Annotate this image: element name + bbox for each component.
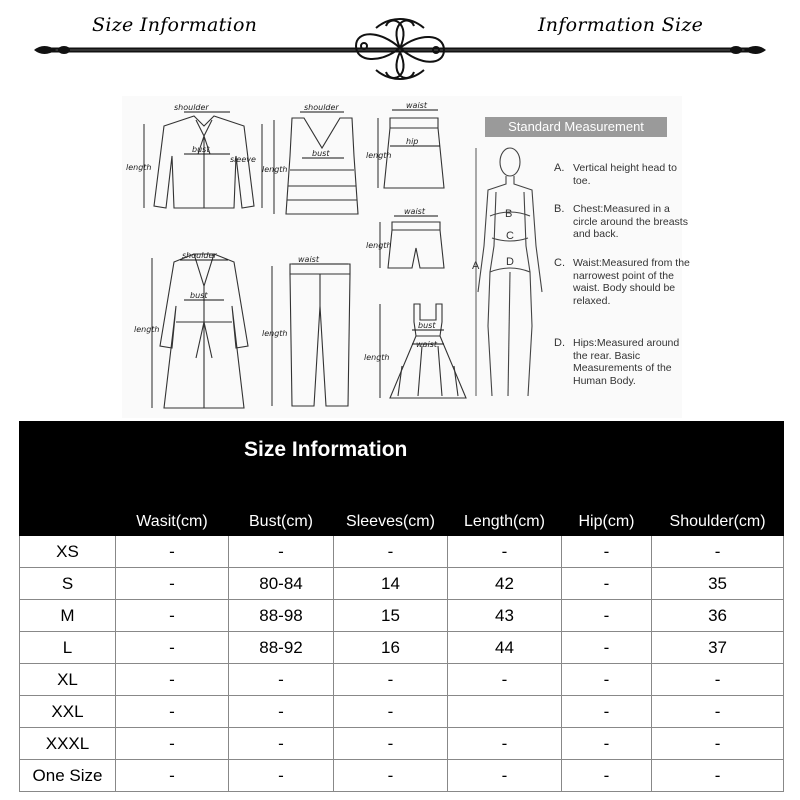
size-value-cell: 80-84 (229, 568, 334, 600)
label-waist-4: waist (416, 340, 437, 349)
size-value-cell: - (562, 600, 652, 632)
size-label: L (20, 632, 116, 664)
item-a-text: Vertical height head to toe. (573, 162, 677, 187)
size-value-cell: - (562, 632, 652, 664)
table-row (20, 536, 784, 568)
size-value-cell: - (562, 536, 652, 568)
size-value-cell (448, 696, 562, 728)
item-b-letter: B. (554, 203, 565, 215)
size-label: M (20, 600, 116, 632)
table-row (20, 760, 784, 792)
size-value-cell: 88-98 (229, 600, 334, 632)
size-value-cell: - (116, 696, 229, 728)
label-shoulder-3: shoulder (182, 251, 217, 260)
item-c-text: Waist:Measured from the narrowest point of the waist. Body should be relaxed. (573, 257, 690, 307)
figure-letter-b: B (505, 208, 513, 220)
size-value-cell: - (562, 664, 652, 696)
size-value-cell: 36 (652, 600, 784, 632)
column-header-corner (20, 475, 116, 536)
size-value-cell: - (334, 728, 448, 760)
item-c-letter: C. (554, 257, 565, 269)
measurement-illustration (122, 96, 690, 418)
size-value-cell: 42 (448, 568, 562, 600)
label-bust-4: bust (418, 321, 436, 330)
size-value-cell: - (562, 760, 652, 792)
size-value-cell: - (116, 600, 229, 632)
size-label: XXXL (20, 728, 116, 760)
table-row (20, 600, 784, 632)
size-value-cell: - (448, 664, 562, 696)
size-value-cell: - (229, 696, 334, 728)
size-value-cell: - (448, 728, 562, 760)
label-length-7: length (364, 353, 390, 362)
size-label: One Size (20, 760, 116, 792)
size-value-cell: - (229, 536, 334, 568)
label-length-3: length (366, 151, 392, 160)
size-value-cell: - (562, 696, 652, 728)
label-length-4: length (366, 241, 392, 250)
column-header-bust: Bust(cm) (229, 475, 334, 536)
label-length-2: length (262, 165, 288, 174)
size-value-cell: - (652, 728, 784, 760)
table-row (20, 632, 784, 664)
size-value-cell: - (652, 696, 784, 728)
size-value-cell: - (652, 664, 784, 696)
size-label: XXL (20, 696, 116, 728)
size-value-cell: - (116, 760, 229, 792)
label-length-5: length (134, 325, 160, 334)
table-row (20, 696, 784, 728)
size-value-cell: - (334, 664, 448, 696)
column-header-hip: Hip(cm) (562, 475, 652, 536)
size-value-cell: 44 (448, 632, 562, 664)
size-value-cell: 88-92 (229, 632, 334, 664)
size-value-cell: - (116, 728, 229, 760)
label-hip: hip (406, 137, 419, 146)
size-value-cell: 35 (652, 568, 784, 600)
item-b-text: Chest:Measured in a circle around the breasts and back. (573, 203, 688, 240)
size-value-cell: 16 (334, 632, 448, 664)
size-value-cell: - (448, 536, 562, 568)
size-value-cell: 15 (334, 600, 448, 632)
size-label: XS (20, 536, 116, 568)
table-title-cell (20, 422, 784, 475)
column-header-row (20, 475, 784, 536)
size-value-cell: 37 (652, 632, 784, 664)
label-waist-2: waist (404, 207, 425, 216)
size-value-cell: - (334, 696, 448, 728)
size-value-cell: 43 (448, 600, 562, 632)
label-bust-2: bust (312, 149, 330, 158)
figure-letter-d: D (506, 256, 514, 268)
figure-letter-a: A (472, 260, 480, 272)
banner-title-right: Information Size (538, 14, 704, 36)
size-value-cell: - (448, 760, 562, 792)
size-value-cell: - (562, 568, 652, 600)
column-header-sleeves: Sleeves(cm) (334, 475, 448, 536)
size-label: S (20, 568, 116, 600)
label-shoulder-1: shoulder (174, 103, 209, 112)
size-value-cell: - (229, 728, 334, 760)
label-bust-3: bust (190, 291, 208, 300)
figure-letter-c: C (506, 230, 514, 242)
size-value-cell: - (229, 760, 334, 792)
size-value-cell: - (652, 536, 784, 568)
label-sleeve: sleeve (230, 155, 256, 164)
size-value-cell: - (334, 760, 448, 792)
size-value-cell: - (229, 664, 334, 696)
label-waist-1: waist (406, 101, 427, 110)
label-shoulder-2: shoulder (304, 103, 339, 112)
label-length-1: length (126, 163, 152, 172)
label-length-6: length (262, 329, 288, 338)
size-value-cell: - (116, 568, 229, 600)
standard-measurement-header: Standard Measurement (485, 117, 667, 137)
table-row (20, 728, 784, 760)
column-header-length: Length(cm) (448, 475, 562, 536)
item-a-letter: A. (554, 162, 565, 174)
banner-title-left: Size Information (92, 14, 258, 36)
size-value-cell: - (652, 760, 784, 792)
size-value-cell: - (116, 536, 229, 568)
table-row (20, 568, 784, 600)
label-waist-3: waist (298, 255, 319, 264)
table-title: Size Information (244, 438, 408, 461)
label-bust-1: bust (192, 145, 210, 154)
item-d-letter: D. (554, 337, 565, 349)
column-header-shoulder: Shoulder(cm) (652, 475, 784, 536)
human-figure (476, 148, 542, 396)
table-row (20, 664, 784, 696)
header-banner (0, 0, 800, 90)
size-value-cell: - (116, 632, 229, 664)
size-value-cell: - (334, 536, 448, 568)
size-rows (20, 536, 784, 792)
item-d-text: Hips:Measured around the rear. Basic Measurements of the Human Body. (573, 337, 680, 387)
column-header-waist: Wasit(cm) (116, 475, 229, 536)
size-table (19, 421, 783, 793)
size-value-cell: - (116, 664, 229, 696)
size-value-cell: - (562, 728, 652, 760)
size-label: XL (20, 664, 116, 696)
size-value-cell: 14 (334, 568, 448, 600)
